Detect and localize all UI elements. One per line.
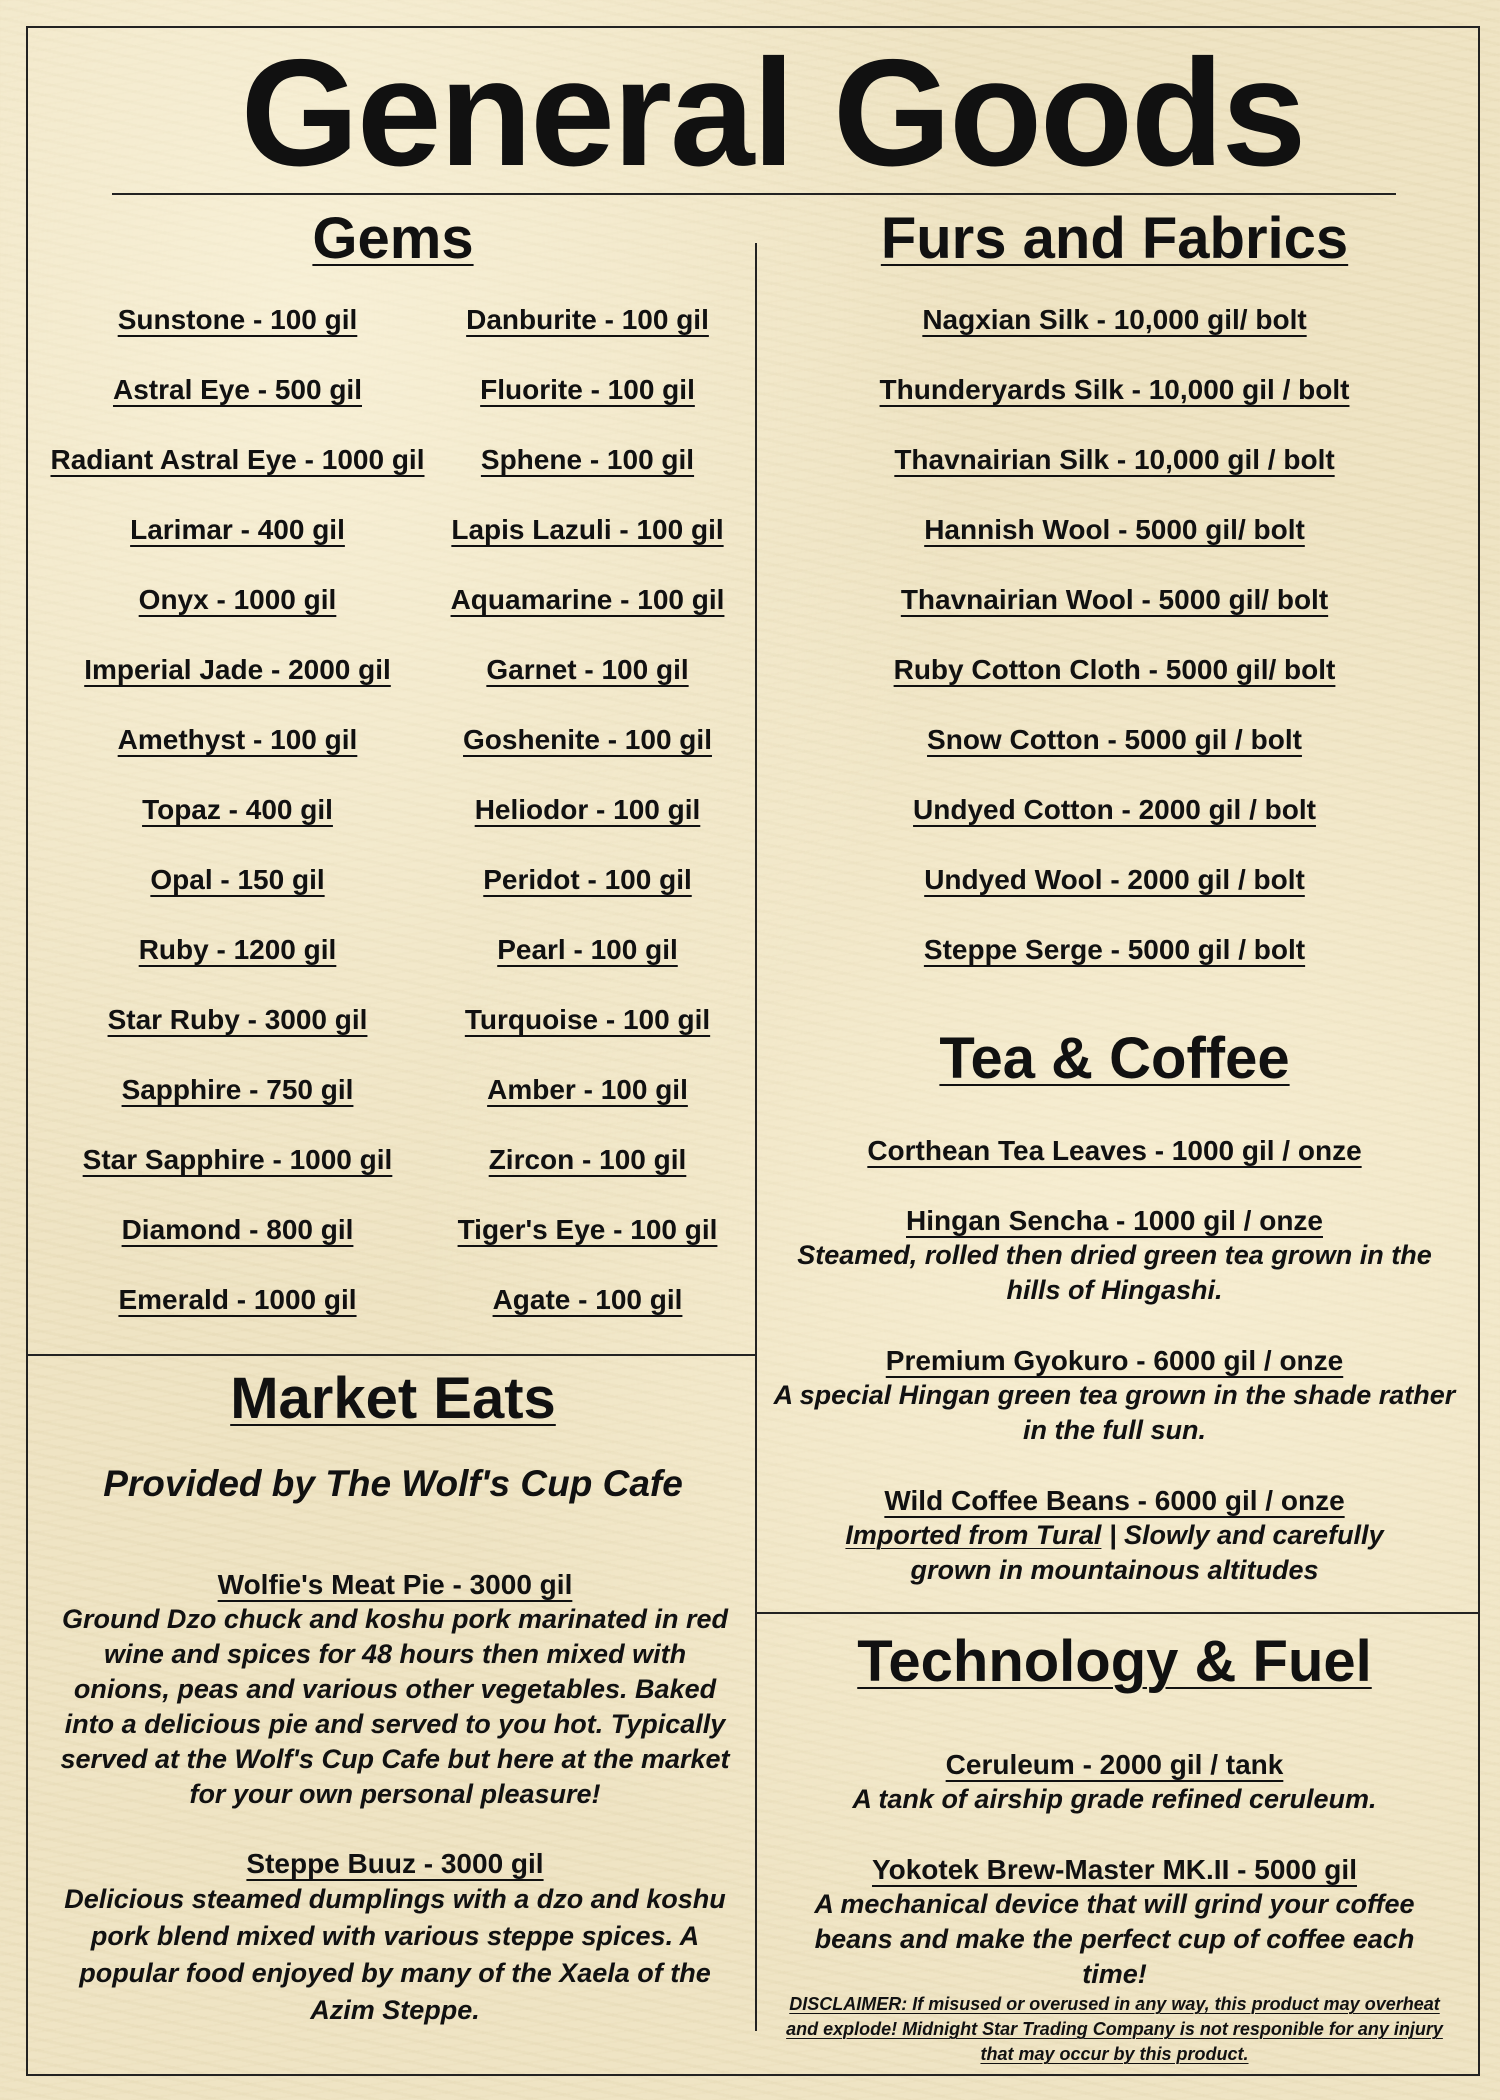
item-description: A mechanical device that will grind your coffee beans and make the perfect cup of coffee each time! [814, 1889, 1415, 1989]
item-label: Heliodor - 100 gil [474, 794, 701, 825]
tech-section-header [757, 1628, 1472, 1695]
tea-section-header [757, 1025, 1472, 1092]
item-label: Agate - 100 gil [492, 1284, 683, 1315]
item-label: Hannish Wool - 5000 gil/ bolt [924, 514, 1305, 545]
item-label: Ruby Cotton Cloth - 5000 gil/ bolt [893, 654, 1336, 685]
gems-left-column [45, 303, 430, 1353]
item-label: Steppe Serge - 5000 gil / bolt [923, 934, 1306, 965]
item-label: Diamond - 800 gil [121, 1214, 354, 1245]
item-label: Imperial Jade - 2000 gil [84, 654, 391, 685]
page-title: General Goods [240, 28, 1305, 198]
gem-item [430, 933, 745, 967]
gem-item [430, 653, 745, 687]
gems-heading: Gems [312, 206, 474, 271]
gem-item [45, 443, 430, 477]
fabric-item [757, 583, 1472, 617]
item-label: Opal - 150 gil [150, 864, 325, 895]
gem-item [45, 583, 430, 617]
gem-item [45, 1003, 430, 1037]
item-description: Steamed, rolled then dried green tea grown in the hills of Hingashi. [797, 1240, 1432, 1305]
item-label: Sphene - 100 gil [480, 444, 695, 475]
item-label: Lapis Lazuli - 100 gil [451, 514, 724, 545]
gem-item [45, 303, 430, 337]
gem-item [45, 653, 430, 687]
fabric-item [757, 373, 1472, 407]
gem-item [430, 303, 745, 337]
market-subtitle: Provided by The Wolf's Cup Cafe [103, 1463, 683, 1504]
gem-item [430, 443, 745, 477]
gem-item [430, 1073, 745, 1107]
gem-item [45, 1283, 430, 1317]
item-label: Yokotek Brew-Master MK.II - 5000 gil [872, 1854, 1357, 1885]
item-label: Turquoise - 100 gil [464, 1004, 711, 1035]
gem-item [45, 863, 430, 897]
furs-section-header [757, 205, 1472, 272]
furs-list [757, 303, 1472, 1003]
fabric-item [757, 443, 1472, 477]
item-label: Zircon - 100 gil [488, 1144, 687, 1175]
outer-border-bottom [26, 2074, 1480, 2076]
tech-heading: Technology & Fuel [857, 1629, 1372, 1694]
market-heading: Market Eats [230, 1366, 556, 1431]
gems-market-divider [26, 1354, 756, 1356]
tea-item-gyokuro [767, 1344, 1462, 1448]
tea-item-corthean [767, 1134, 1462, 1168]
outer-border-right [1478, 26, 1480, 2076]
disclaimer: DISCLAIMER: If misused or overused in any way, this product may overheat and explode! Midnight Star Trading Company is not responible for any injury that may occur by this product. [786, 1994, 1443, 2064]
item-label: Pearl - 100 gil [497, 934, 678, 965]
item-label: Sapphire - 750 gil [121, 1074, 354, 1105]
item-label: Astral Eye - 500 gil [112, 374, 362, 405]
gem-item [45, 723, 430, 757]
fabric-item [757, 793, 1472, 827]
item-label: Larimar - 400 gil [130, 514, 345, 545]
market-section-header [28, 1365, 758, 1432]
item-description: Ground Dzo chuck and koshu pork marinated in red wine and spices for 48 hours then mixed with onions, peas and various other vegetables. Baked into a delicious pie and served to you hot. Typically served at the Wolf's Cup Cafe but here at the market for your own personal pleasure! [60, 1604, 730, 1809]
gem-item [45, 513, 430, 547]
item-description: A special Hingan green tea grown in the shade rather in the full sun. [773, 1380, 1456, 1445]
item-label: Topaz - 400 gil [142, 794, 333, 825]
item-label: Wild Coffee Beans - 6000 gil / onze [884, 1485, 1345, 1516]
item-label: Star Ruby - 3000 gil [107, 1004, 368, 1035]
gem-item [45, 373, 430, 407]
gem-item [45, 933, 430, 967]
item-label: Onyx - 1000 gil [138, 584, 337, 615]
fabric-item [757, 653, 1472, 687]
import-note: | Slowly and carefully grown in mountainous altitudes [910, 1520, 1384, 1585]
furs-heading: Furs and Fabrics [880, 206, 1349, 271]
item-label: Thunderyards Silk - 10,000 gil / bolt [879, 374, 1350, 405]
fabric-item [757, 723, 1472, 757]
tea-item-sencha [767, 1204, 1462, 1308]
item-label: Amber - 100 gil [487, 1074, 688, 1105]
item-description: Delicious steamed dumplings with a dzo and koshu pork blend mixed with various steppe spices. A popular food enjoyed by many of the Xaela of the Azim Steppe. [64, 1884, 726, 2025]
item-label: Undyed Wool - 2000 gil / bolt [924, 864, 1305, 895]
gem-item [430, 373, 745, 407]
item-label: Steppe Buuz - 3000 gil [246, 1848, 544, 1879]
gem-item [45, 793, 430, 827]
item-label: Corthean Tea Leaves - 1000 gil / onze [867, 1135, 1362, 1166]
fabric-item [757, 933, 1472, 967]
gems-right-column [430, 303, 745, 1353]
fabric-item [757, 513, 1472, 547]
gem-item [430, 723, 745, 757]
item-label: Thavnairian Silk - 10,000 gil / bolt [894, 444, 1335, 475]
import-origin: Imported from Tural [845, 1520, 1102, 1550]
item-label: Amethyst - 100 gil [117, 724, 358, 755]
gem-item [430, 513, 745, 547]
tea-item-coffee [767, 1484, 1462, 1588]
item-label: Garnet - 100 gil [486, 654, 689, 685]
gem-item [45, 1213, 430, 1247]
item-label: Goshenite - 100 gil [463, 724, 712, 755]
item-label: Premium Gyokuro - 6000 gil / onze [885, 1345, 1344, 1376]
gem-item [430, 1143, 745, 1177]
item-label: Hingan Sencha - 1000 gil / onze [906, 1205, 1323, 1236]
item-label: Undyed Cotton - 2000 gil / bolt [913, 794, 1316, 825]
item-label: Wolfie's Meat Pie - 3000 gil [217, 1569, 573, 1600]
item-description: A tank of airship grade refined ceruleum. [852, 1784, 1377, 1814]
gem-item [430, 793, 745, 827]
item-label: Fluorite - 100 gil [480, 374, 695, 405]
item-label: Sunstone - 100 gil [117, 304, 358, 335]
gem-item [430, 863, 745, 897]
gem-item [430, 1003, 745, 1037]
item-label: Peridot - 100 gil [483, 864, 692, 895]
tech-item-brew-master [767, 1853, 1462, 2067]
gems-section-header [28, 205, 758, 272]
item-label: Aquamarine - 100 gil [450, 584, 725, 615]
item-label: Ceruleum - 2000 gil / tank [945, 1749, 1284, 1780]
gem-item [430, 583, 745, 617]
outer-border-left [26, 26, 28, 2076]
item-label: Danburite - 100 gil [466, 304, 709, 335]
gem-item [430, 1283, 745, 1317]
item-label: Ruby - 1200 gil [138, 934, 337, 965]
market-item-meat-pie [55, 1568, 735, 1812]
item-label: Nagxian Silk - 10,000 gil/ bolt [922, 304, 1307, 335]
tech-item-ceruleum [767, 1748, 1462, 1817]
gem-item [45, 1143, 430, 1177]
item-label: Snow Cotton - 5000 gil / bolt [927, 724, 1302, 755]
gem-item [430, 1213, 745, 1247]
item-label: Radiant Astral Eye - 1000 gil [50, 444, 425, 475]
fabric-item [757, 863, 1472, 897]
tea-tech-divider [756, 1612, 1479, 1614]
item-label: Star Sapphire - 1000 gil [82, 1144, 393, 1175]
item-label: Thavnairian Wool - 5000 gil/ bolt [900, 584, 1329, 615]
fabric-item [757, 303, 1472, 337]
market-item-buuz [55, 1847, 735, 2029]
item-label: Emerald - 1000 gil [118, 1284, 357, 1315]
item-label: Tiger's Eye - 100 gil [457, 1214, 718, 1245]
gem-item [45, 1073, 430, 1107]
item-description [767, 1518, 1462, 1588]
tea-heading: Tea & Coffee [939, 1026, 1290, 1091]
